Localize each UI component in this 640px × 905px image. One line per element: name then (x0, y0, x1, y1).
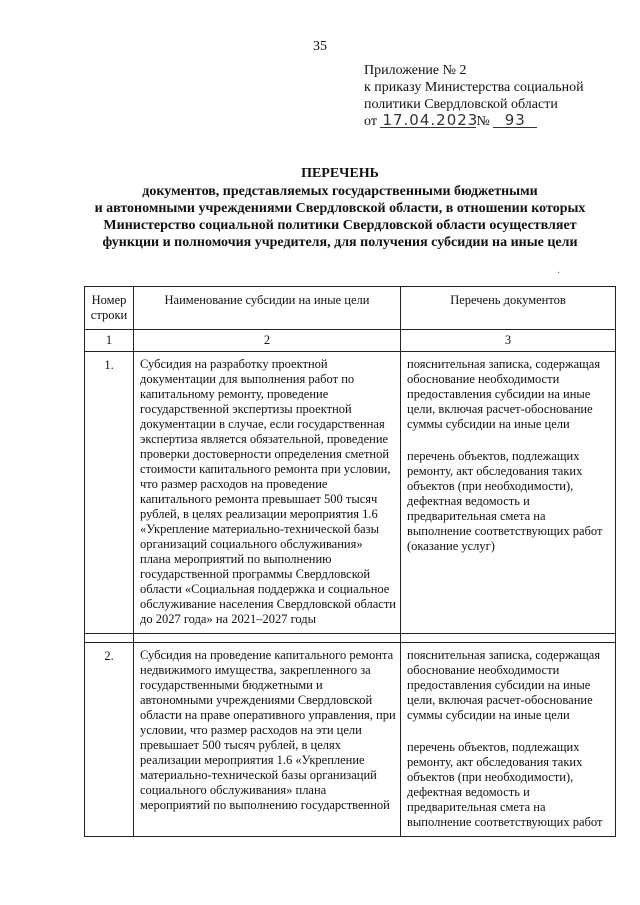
title-line-4: функции и полномочия учредителя, для получения субсидии на иные цели (102, 235, 578, 250)
appendix-date-line (364, 113, 584, 130)
header-documents: Перечень документов (401, 287, 616, 330)
header-subsidy-name: Наименование субсидии на иные цели (134, 287, 401, 330)
subsidy-name: Субсидия на разработку проектной документации для выполнения работ по капитальному ремонту, проведение государственной экспертизы проектной документации в случае, если государственная экспертиза является обязательной, проведение проверки достоверности определения сметной стоимости капитального ремонта при условии, что размер расходов на проведение капитального ремонта превышает 500 тысяч рублей, в целях реализации мероприятия 1.6 «Укрепление материально-технической базы организаций социального обслуживания» плана мероприятий по выполнению государственной программы Свердловской области «Социальная поддержка и социальное обслуживание населения Свердловской области до 2027 года» на 2021–2027 годы (134, 352, 401, 634)
row-number: 1. (85, 352, 134, 634)
gap-cell (134, 634, 401, 643)
document-item: пояснительная записка, содержащая обоснование необходимости предоставления субсидии на иные цели, включая расчет-обоснование суммы субсидии на иные цели (407, 648, 601, 722)
header-row (85, 287, 616, 330)
subsidy-name: Субсидия на проведение капитального ремонта недвижимого имущества, закрепленного за государственными бюджетными и автономными учреждениями Свердловской области на праве оперативного управления, при условии, что размер расходов на эти цели превышает 500 тысяч рублей, в целях реализации мероприятия 1.6 «Укрепление материально-технической базы организаций социального обслуживания» плана мероприятий по выполнению государственной (134, 643, 401, 837)
row-number: 2. (85, 643, 134, 837)
title-line-1: документов, представляемых государственными бюджетными (142, 184, 538, 199)
from-label: от (364, 114, 377, 129)
document-item: перечень объектов, подлежащих ремонту, акт обследования таких объектов (при необходимости), дефектная ведомость и предварительная смета на выполнение соответствующих работ (407, 740, 603, 829)
title-line-3: Министерство социальной политики Свердловской области осуществляет (103, 218, 577, 233)
appendix-line-1: Приложение № 2 (364, 63, 467, 78)
gap-cell (85, 634, 134, 643)
column-number: 3 (401, 330, 616, 352)
appendix-header (364, 62, 584, 130)
column-number: 1 (85, 330, 134, 352)
row-separator (85, 634, 616, 643)
header-row-number: Номер строки (85, 287, 134, 330)
document-item: пояснительная записка, содержащая обоснование необходимости предоставления субсидии на иные цели, включая расчет-обоснование суммы субсидии на иные цели (407, 357, 601, 431)
column-numbers-row (85, 330, 616, 352)
handwritten-number: 93 (493, 113, 537, 128)
title-line-2: и автономными учреждениями Свердловской области, в отношении которых (94, 201, 586, 216)
appendix-line-3: политики Свердловской области (364, 97, 558, 112)
table-row (85, 352, 616, 634)
appendix-line-2: к приказу Министерства социальной (364, 80, 584, 95)
handwritten-date: 17.04.2023 (382, 111, 479, 129)
documents-table (84, 286, 616, 837)
stray-dot: · (557, 268, 561, 279)
column-number: 2 (134, 330, 401, 352)
documents-list (401, 643, 616, 837)
page-number: 35 (313, 39, 327, 54)
number-label: № (476, 114, 490, 129)
gap-cell (401, 634, 616, 643)
title-heading: ПЕРЕЧЕНЬ (301, 166, 379, 181)
document-title (60, 165, 620, 251)
document-item: перечень объектов, подлежащих ремонту, акт обследования таких объектов (при необходимости), дефектная ведомость и предварительная смета на выполнение соответствующих работ (оказание услуг) (407, 449, 603, 553)
table-row (85, 643, 616, 837)
documents-list (401, 352, 616, 634)
